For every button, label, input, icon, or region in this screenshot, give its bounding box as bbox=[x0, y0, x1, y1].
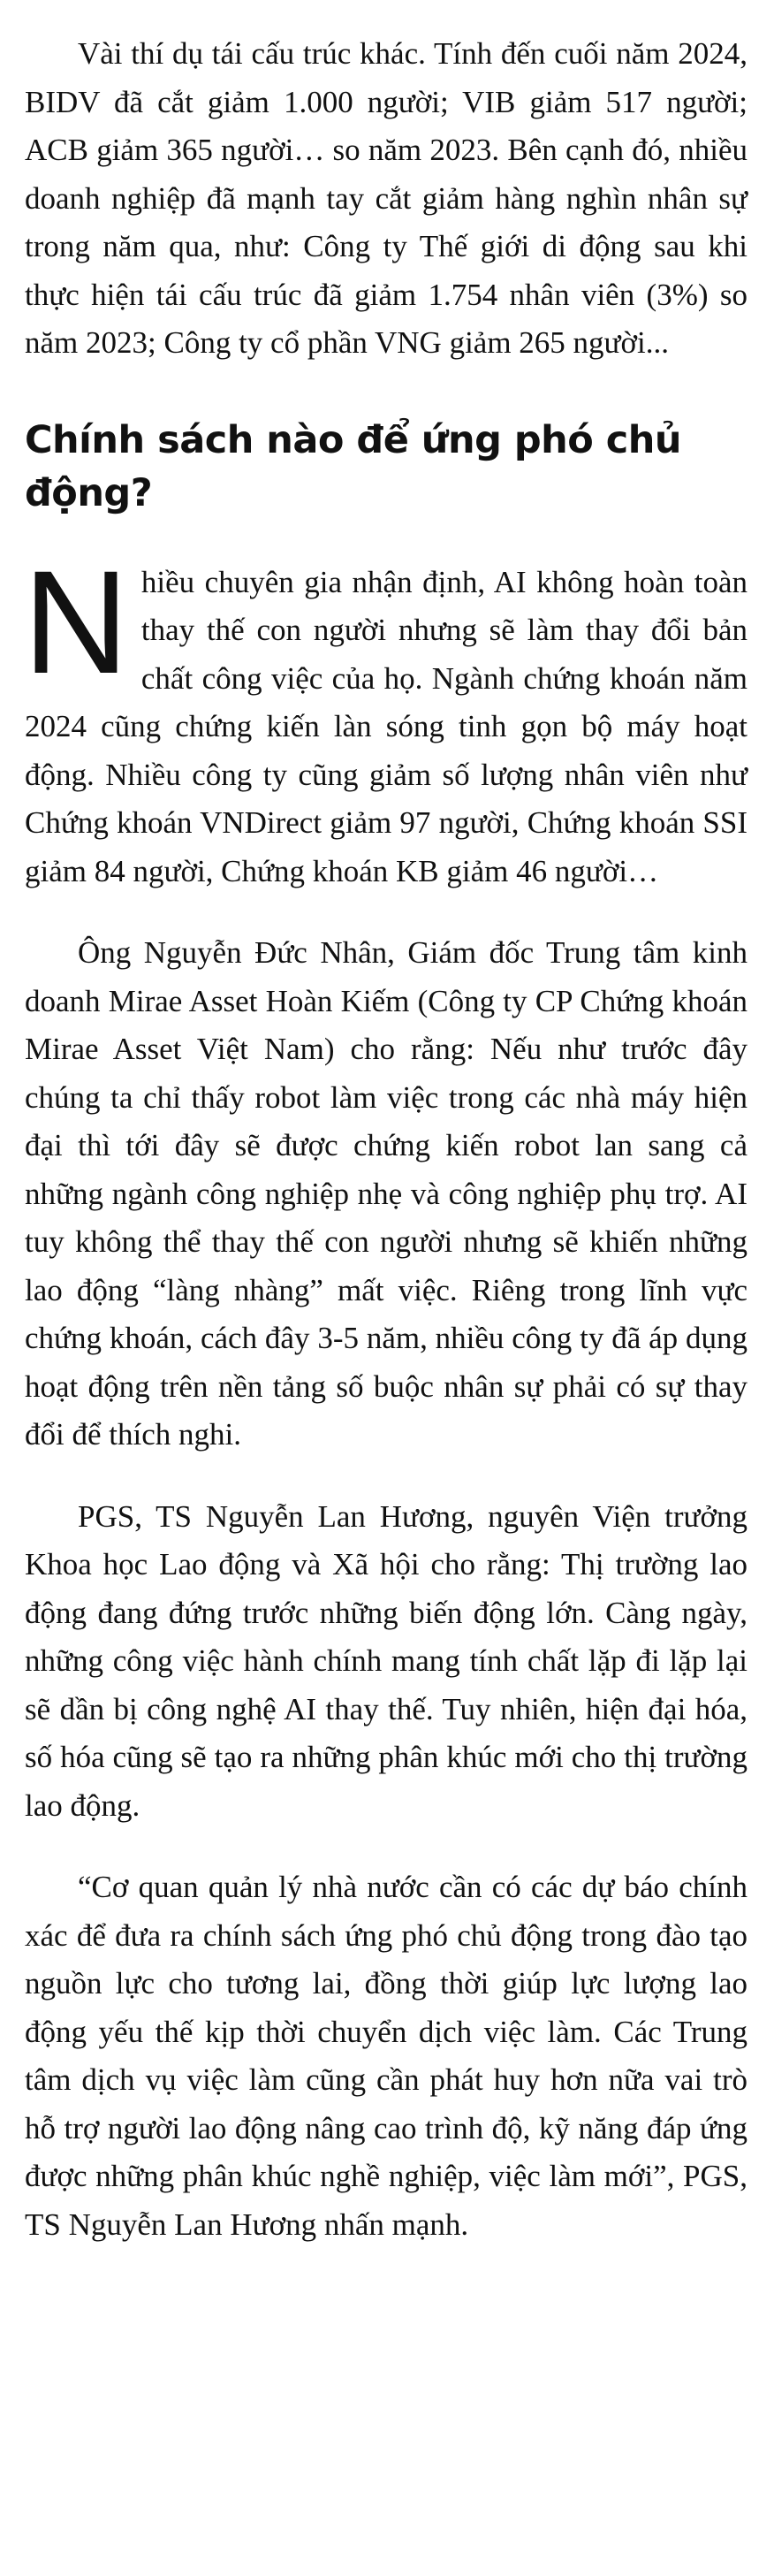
paragraph-expert-opinion bbox=[23, 540, 747, 896]
section-heading: Chính sách nào để ứng phó chủ động? bbox=[25, 417, 681, 515]
drop-cap-letter: N bbox=[23, 540, 129, 705]
paragraph-restructuring-examples: Vài thí dụ tái cấu trúc khác. Tính đến cuối năm 2024, BIDV đã cắt giảm 1.000 người; VIB giảm 517 người; ACB giảm 365 người… so năm 2023. Bên cạnh đó, nhiều doanh nghiệp đã mạnh tay cắt giảm hàng nghìn nhân sự trong năm qua, như: Công ty Thế giới di động sau khi thực hiện tái cấu trúc đã giảm 1.754 nhân viên (3%) so năm 2023; Công ty cổ phần VNG giảm 265 người... bbox=[25, 36, 747, 360]
paragraph-expert-opinion-text: hiều chuyên gia nhận định, AI không hoàn toàn thay thế con người nhưng sẽ làm thay đổi bản chất công việc của họ. Ngành chứng khoán năm 2024 cũng chứng kiến làn sóng tinh gọn bộ máy hoạt động. Nhiều công ty cũng giảm số lượng nhân viên như Chứng khoán VNDirect giảm 97 người, Chứng khoán SSI giảm 84 người, Chứng khoán KB giảm 46 người… bbox=[25, 564, 747, 888]
paragraph-labor-market: PGS, TS Nguyễn Lan Hương, nguyên Viện trưởng Khoa học Lao động và Xã hội cho rằng: Thị trường lao động đang đứng trước những biến động lớn. Càng ngày, những công việc hành chính mang tính chất lặp đi lặp lại sẽ dần bị công nghệ AI thay thế. Tuy nhiên, hiện đại hóa, số hóa cũng sẽ tạo ra những phân khúc mới cho thị trường lao động. bbox=[25, 1498, 747, 1823]
article-body bbox=[25, 30, 747, 2249]
paragraph-policy-quote: “Cơ quan quản lý nhà nước cần có các dự báo chính xác để đưa ra chính sách ứng phó chủ động trong đào tạo nguồn lực cho tương lai, đồng thời giúp lực lượng lao động yếu thế kịp thời chuyển dịch việc làm. Các Trung tâm dịch vụ việc làm cũng cần phát huy hơn nữa vai trò hỗ trợ người lao động nâng cao trình độ, kỹ năng đáp ứng được những phân khúc nghề nghiệp, việc làm mới”, PGS, TS Nguyễn Lan Hương nhấn mạnh. bbox=[25, 1870, 747, 2242]
paragraph-mirae-asset: Ông Nguyễn Đức Nhân, Giám đốc Trung tâm kinh doanh Mirae Asset Hoàn Kiếm (Công ty CP Chứng khoán Mirae Asset Việt Nam) cho rằng: Nếu như trước đây chúng ta chỉ thấy robot làm việc trong các nhà máy hiện đại thì tới đây sẽ được chứng kiến robot lan sang cả những ngành công nghiệp nhẹ và công nghiệp phụ trợ. AI tuy không thể thay thế con người nhưng sẽ khiến những lao động “làng nhàng” mất việc. Riêng trong lĩnh vực chứng khoán, cách đây 3-5 năm, nhiều công ty đã áp dụng hoạt động trên nền tảng số buộc nhân sự phải có sự thay đổi để thích nghi. bbox=[25, 935, 747, 1452]
